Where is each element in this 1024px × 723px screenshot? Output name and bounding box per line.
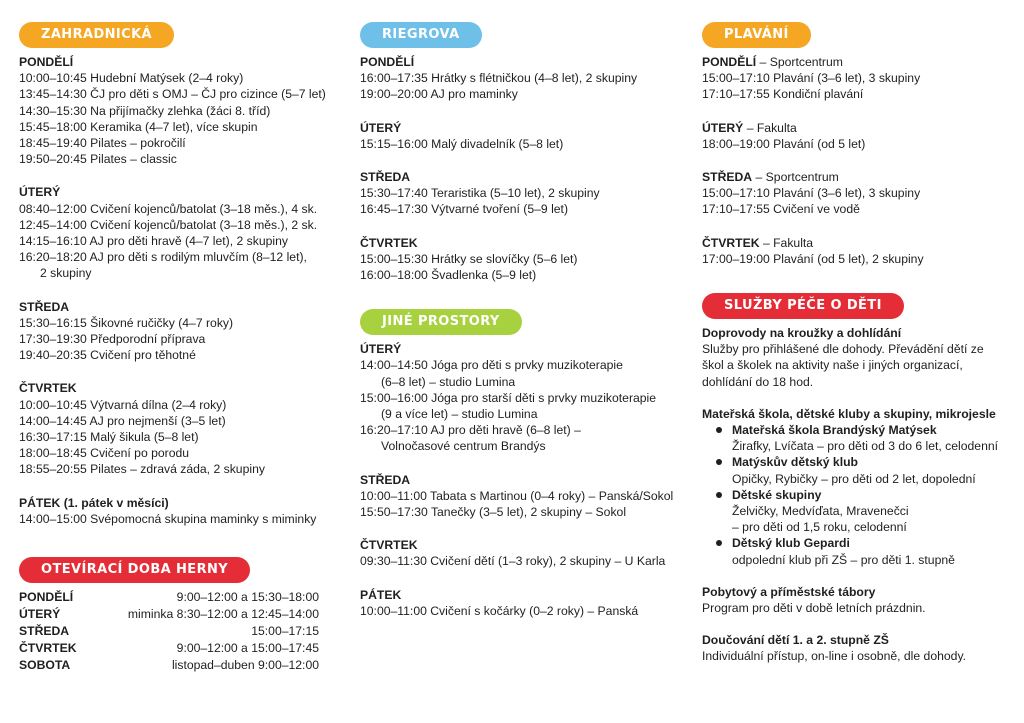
section-title-opening-hours: OTEVÍRACÍ DOBA HERNY xyxy=(19,557,250,583)
schedule-day-block xyxy=(702,54,1002,103)
schedule-day-block xyxy=(19,54,339,167)
section-title-childcare-services: SLUŽBY PÉČE O DĚTI xyxy=(702,293,904,319)
schedule-line: 15:15–16:00 Malý divadelník (5–8 let) xyxy=(360,136,564,151)
list-item-text: Želvičky, Medvíďata, Mravenečci xyxy=(732,504,909,519)
schedule-line: 13:45–14:30 ČJ pro děti s OMJ – ČJ pro cizince (5–7 let) xyxy=(19,87,326,102)
schedule-line: 17:10–17:55 Cvičení ve vodě xyxy=(702,202,860,217)
list-item-text: – pro děti od 1,5 roku, celodenní xyxy=(732,520,907,535)
schedule-line: 15:00–15:30 Hrátky se slovíčky (5–6 let) xyxy=(360,251,578,266)
day-heading: ČTVRTEK xyxy=(19,381,77,396)
list-item xyxy=(714,487,1002,536)
service-description: Služby pro přihlášené dle dohody. Převádění dětí ze škol a školek na aktivity naše i jiných organizací, dohlídání do 18 hod. xyxy=(702,342,984,389)
opening-hours-table xyxy=(19,589,339,674)
bullet-icon xyxy=(716,492,722,498)
schedule-line: 16:30–17:15 Malý šikula (5–8 let) xyxy=(19,430,199,445)
schedule-line: 19:40–20:35 Cvičení pro těhotné xyxy=(19,348,196,363)
tutoring-service xyxy=(702,632,1002,664)
schedule-line: 15:45–18:00 Keramika (4–7 let), více skupin xyxy=(19,119,258,134)
day-heading: PÁTEK xyxy=(360,587,402,602)
other-venues-block xyxy=(360,309,680,619)
schedule-day-block xyxy=(19,299,339,364)
day-heading-with-venue xyxy=(702,169,1002,185)
bullet-icon xyxy=(716,427,722,433)
day-heading: PONDĚLÍ xyxy=(19,55,74,69)
section-title-riegrova: RIEGROVA xyxy=(360,22,482,48)
schedule-day-block xyxy=(360,54,680,103)
day-heading: PONDĚLÍ xyxy=(702,55,757,69)
list-item-title: Matýskův dětský klub xyxy=(732,455,858,470)
schedule-line-continuation: 2 skupiny xyxy=(40,266,92,281)
list-item-title: Mateřská škola Brandýský Matýsek xyxy=(732,423,937,438)
day-heading: STŘEDA xyxy=(19,299,70,314)
section-title-zahradnicka: ZAHRADNICKÁ xyxy=(19,22,174,48)
schedule-line: 15:00–16:00 Jóga pro starší děti s prvky muzikoterapie xyxy=(360,390,657,405)
schedule-day-block xyxy=(19,184,339,281)
section-title-plavani: PLAVÁNÍ xyxy=(702,22,811,48)
day-heading: ÚTERÝ xyxy=(19,185,61,200)
schedule-line: 10:00–10:45 Výtvarná dílna (2–4 roky) xyxy=(19,397,227,412)
schedule-line: 15:00–17:10 Plavání (3–6 let), 3 skupiny xyxy=(702,71,921,86)
schedule-line: 15:30–16:15 Šikovné ručičky (4–7 roky) xyxy=(19,315,234,330)
schedule-line: 16:00–18:00 Švadlenka (5–9 let) xyxy=(360,268,537,283)
venue-name: – Sportcentrum xyxy=(756,55,843,69)
schedule-line: 16:45–17:30 Výtvarné tvoření (5–9 let) xyxy=(360,202,568,217)
schedule-line: 14:15–16:10 AJ pro děti hravě (4–7 let), 2 skupiny xyxy=(19,234,288,249)
list-item-text: Opičky, Rybičky – pro děti od 2 let, dopolední xyxy=(732,471,976,486)
list-item-title: Dětské skupiny xyxy=(732,487,822,502)
schedule-line: 15:30–17:40 Teraristika (5–10 let), 2 skupiny xyxy=(360,186,600,201)
day-heading-with-venue xyxy=(702,235,1002,251)
day-heading: ÚTERÝ xyxy=(360,120,402,135)
schedule-day-block xyxy=(360,120,680,152)
schedule-day-block xyxy=(702,120,1002,152)
schedule-line: 18:00–19:00 Plavání (od 5 let) xyxy=(702,136,866,151)
hours-time: 15:00–17:15 xyxy=(251,624,319,639)
childcare-services-block xyxy=(702,293,1002,665)
schedule-line-continuation: (9 a více let) – studio Lumina xyxy=(381,407,538,422)
day-heading: ČTVRTEK xyxy=(702,235,760,250)
bullet-icon xyxy=(716,459,722,465)
service-heading: Doučování dětí 1. a 2. stupně ZŠ xyxy=(702,633,889,648)
column-zahradnicka xyxy=(19,22,339,674)
day-heading: ČTVRTEK xyxy=(360,235,418,250)
schedule-line: 17:00–19:00 Plavání (od 5 let), 2 skupiny xyxy=(702,251,924,266)
schedule-line: 15:00–17:10 Plavání (3–6 let), 3 skupiny xyxy=(702,186,921,201)
schedule-day-block xyxy=(360,341,680,454)
hours-day: STŘEDA xyxy=(19,624,70,639)
schedule-line: 14:30–15:30 Na přijímačky zlehka (žáci 8. tříd) xyxy=(19,103,271,118)
schedule-line: 10:00–11:00 Tabata s Martinou (0–4 roky) – Panská/Sokol xyxy=(360,488,674,503)
hours-time: 9:00–12:00 a 15:30–18:00 xyxy=(176,590,319,605)
kindergarten-service xyxy=(702,406,1002,568)
schedule-line: 19:00–20:00 AJ pro maminky xyxy=(360,87,518,102)
venue-name: – Sportcentrum xyxy=(752,170,839,185)
schedule-day-block xyxy=(360,169,680,218)
hours-day: SOBOTA xyxy=(19,658,71,673)
venue-name: – Fakulta xyxy=(759,235,814,250)
kindergarten-list xyxy=(702,422,1002,568)
schedule-line: 12:45–14:00 Cvičení kojenců/batolat (3–18 měs.), 2 sk. xyxy=(19,217,318,232)
day-heading: STŘEDA xyxy=(702,170,753,185)
list-item-title: Dětský klub Gepardi xyxy=(732,536,850,551)
day-heading: ÚTERÝ xyxy=(360,342,402,357)
hours-day: PONDĚLÍ xyxy=(19,590,74,605)
venue-name: – Fakulta xyxy=(743,120,797,135)
schedule-line: 14:00–14:50 Jóga pro děti s prvky muzikoterapie xyxy=(360,358,623,373)
schedule-line: 14:00–15:00 Svépomocná skupina maminky s miminky xyxy=(19,511,317,526)
schedule-day-block xyxy=(360,472,680,521)
list-item xyxy=(714,454,1002,486)
service-description: Program pro děti v době letních prázdnin. xyxy=(702,601,926,616)
camps-service xyxy=(702,584,1002,616)
service-heading: Doprovody na kroužky a dohlídání xyxy=(702,326,902,341)
schedule-day-block xyxy=(19,380,339,477)
schedule-line: 16:00–17:35 Hrátky s flétničkou (4–8 let), 2 skupiny xyxy=(360,71,638,86)
hours-time: 9:00–12:00 a 15:00–17:45 xyxy=(176,641,319,656)
schedule-day-block xyxy=(360,235,680,284)
day-heading: STŘEDA xyxy=(360,170,411,185)
schedule-line: 18:00–18:45 Cvičení po porodu xyxy=(19,446,190,461)
schedule-line: 17:10–17:55 Kondiční plavání xyxy=(702,87,864,102)
service-description: Individuální přístup, on-line i osobně, dle dohody. xyxy=(702,649,967,664)
schedule-line: 08:40–12:00 Cvičení kojenců/batolat (3–18 měs.), 4 sk. xyxy=(19,201,318,216)
list-item xyxy=(714,422,1002,454)
schedule-line: 14:00–14:45 AJ pro nejmenší (3–5 let) xyxy=(19,413,226,428)
schedule-day-block xyxy=(360,587,680,619)
day-heading-with-venue xyxy=(702,120,1002,136)
section-title-other-venues: JINÉ PROSTORY xyxy=(360,309,522,335)
schedule-line: 17:30–19:30 Předporodní příprava xyxy=(19,332,206,347)
column-riegrova xyxy=(360,22,680,619)
day-heading-with-venue xyxy=(702,54,1002,70)
schedule-line-continuation: Volnočasové centrum Brandýs xyxy=(381,439,546,454)
schedule-line: 16:20–17:10 AJ pro děti hravě (6–8 let) – xyxy=(360,423,581,438)
list-item xyxy=(714,535,1002,567)
day-heading: PÁTEK (1. pátek v měsíci) xyxy=(19,495,169,510)
schedule-line: 10:00–11:00 Cvičení s kočárky (0–2 roky) – Panská xyxy=(360,603,639,618)
bullet-icon xyxy=(716,540,722,546)
day-heading: ÚTERÝ xyxy=(702,120,744,135)
hours-day: ČTVRTEK xyxy=(19,641,77,656)
schedule-line: 09:30–11:30 Cvičení dětí (1–3 roky), 2 skupiny – U Karla xyxy=(360,554,666,569)
schedule-line: 19:50–20:45 Pilates – classic xyxy=(19,152,177,167)
schedule-day-block xyxy=(702,235,1002,267)
list-item-text: Žirafky, Lvíčata – pro děti od 3 do 6 let, celodenní xyxy=(732,439,999,454)
service-heading: Mateřská škola, dětské kluby a skupiny, mikrojesle xyxy=(702,406,996,421)
hours-time: miminka 8:30–12:00 a 12:45–14:00 xyxy=(127,607,319,622)
schedule-line-continuation: (6–8 let) – studio Lumina xyxy=(381,374,516,389)
schedule-line: 18:55–20:55 Pilates – zdravá záda, 2 skupiny xyxy=(19,462,265,477)
hours-time: listopad–duben 9:00–12:00 xyxy=(171,658,319,673)
schedule-line: 15:50–17:30 Tanečky (3–5 let), 2 skupiny – Sokol xyxy=(360,505,627,520)
day-heading: ČTVRTEK xyxy=(360,538,418,553)
day-heading: STŘEDA xyxy=(360,472,411,487)
schedule-day-block xyxy=(360,537,680,569)
list-item-text: odpolední klub při ZŠ – pro děti 1. stupně xyxy=(732,552,955,567)
schedule-day-block xyxy=(702,169,1002,218)
schedule-line: 16:20–18:20 AJ pro děti s rodilým mluvčím (8–12 let), xyxy=(19,250,307,265)
schedule-line: 10:00–10:45 Hudební Matýsek (2–4 roky) xyxy=(19,71,244,86)
service-heading: Pobytový a příměstské tábory xyxy=(702,584,876,599)
day-heading: PONDĚLÍ xyxy=(360,55,415,69)
opening-hours-block xyxy=(19,557,339,674)
schedule-line: 18:45–19:40 Pilates – pokročilí xyxy=(19,136,186,151)
schedule-day-block xyxy=(19,495,339,527)
hours-day: ÚTERÝ xyxy=(19,607,61,622)
escort-service xyxy=(702,325,1002,390)
column-plavani xyxy=(702,22,1002,665)
